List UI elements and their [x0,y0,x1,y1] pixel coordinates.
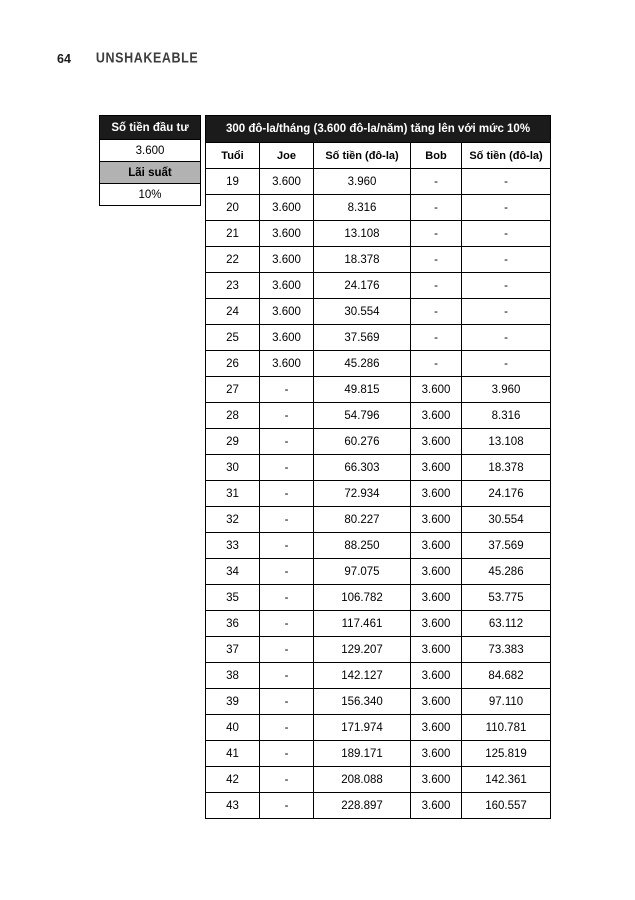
joe-balance-cell: 72.934 [314,481,411,507]
bob-contribution-cell: - [411,247,462,273]
bob-contribution-cell: 3.600 [411,377,462,403]
age-cell: 34 [206,559,260,585]
bob-balance-cell: 13.108 [462,429,551,455]
bob-balance-cell: - [462,325,551,351]
age-cell: 28 [206,403,260,429]
joe-balance-cell: 106.782 [314,585,411,611]
joe-balance-cell: 129.207 [314,637,411,663]
summary-cell: 10% [100,184,201,206]
age-cell: 21 [206,221,260,247]
age-cell: 39 [206,689,260,715]
joe-contribution-cell: - [260,455,314,481]
table-row [206,351,551,377]
bob-balance-cell: 160.557 [462,793,551,819]
column-header: Joe [260,143,314,169]
running-head [57,49,199,66]
bob-contribution-cell: 3.600 [411,507,462,533]
table-row [206,169,551,195]
joe-balance-cell: 8.316 [314,195,411,221]
joe-balance-cell: 3.960 [314,169,411,195]
investment-params-body [100,116,201,206]
age-cell: 29 [206,429,260,455]
joe-balance-cell: 37.569 [314,325,411,351]
joe-contribution-cell: - [260,793,314,819]
bob-contribution-cell: - [411,195,462,221]
bob-contribution-cell: 3.600 [411,715,462,741]
column-header: Bob [411,143,462,169]
joe-balance-cell: 88.250 [314,533,411,559]
bob-contribution-cell: 3.600 [411,689,462,715]
bob-balance-cell: 3.960 [462,377,551,403]
summary-row [100,140,201,162]
table-row [206,767,551,793]
joe-balance-cell: 117.461 [314,611,411,637]
table-row [206,273,551,299]
page-number: 64 [57,52,71,66]
bob-balance-cell: 142.361 [462,767,551,793]
joe-contribution-cell: - [260,377,314,403]
bob-balance-cell: 110.781 [462,715,551,741]
column-header: Số tiền (đô-la) [314,143,411,169]
table-row [206,507,551,533]
age-cell: 27 [206,377,260,403]
age-cell: 25 [206,325,260,351]
age-cell: 37 [206,637,260,663]
joe-contribution-cell: 3.600 [260,351,314,377]
joe-contribution-cell: 3.600 [260,221,314,247]
bob-contribution-cell: 3.600 [411,663,462,689]
bob-contribution-cell: 3.600 [411,611,462,637]
joe-contribution-cell: - [260,611,314,637]
age-cell: 40 [206,715,260,741]
bob-contribution-cell: 3.600 [411,429,462,455]
table-row [206,455,551,481]
joe-contribution-cell: - [260,767,314,793]
joe-balance-cell: 60.276 [314,429,411,455]
bob-balance-cell: - [462,299,551,325]
investment-params-table [99,115,201,206]
joe-contribution-cell: 3.600 [260,169,314,195]
bob-contribution-cell: - [411,273,462,299]
bob-balance-cell: - [462,351,551,377]
bob-contribution-cell: 3.600 [411,403,462,429]
table-row [206,611,551,637]
table-body [206,169,551,819]
joe-contribution-cell: 3.600 [260,195,314,221]
joe-contribution-cell: 3.600 [260,325,314,351]
table-row [206,741,551,767]
joe-contribution-cell: - [260,689,314,715]
table-row [206,533,551,559]
table-title-row [206,116,551,143]
bob-contribution-cell: - [411,221,462,247]
joe-balance-cell: 66.303 [314,455,411,481]
joe-balance-cell: 13.108 [314,221,411,247]
joe-contribution-cell: - [260,663,314,689]
column-header-row [206,143,551,169]
bob-balance-cell: 53.775 [462,585,551,611]
joe-contribution-cell: - [260,507,314,533]
summary-row [100,184,201,206]
age-cell: 30 [206,455,260,481]
bob-contribution-cell: - [411,351,462,377]
bob-contribution-cell: - [411,299,462,325]
bob-balance-cell: - [462,221,551,247]
bob-balance-cell: 45.286 [462,559,551,585]
table-row [206,559,551,585]
joe-contribution-cell: 3.600 [260,273,314,299]
table-title: 300 đô-la/tháng (3.600 đô-la/năm) tăng lên với mức 10% [206,116,551,143]
bob-contribution-cell: 3.600 [411,741,462,767]
age-cell: 20 [206,195,260,221]
joe-balance-cell: 171.974 [314,715,411,741]
growth-comparison-table [205,115,551,819]
age-cell: 41 [206,741,260,767]
joe-contribution-cell: 3.600 [260,299,314,325]
bob-balance-cell: 18.378 [462,455,551,481]
joe-balance-cell: 54.796 [314,403,411,429]
joe-contribution-cell: - [260,533,314,559]
bob-balance-cell: 24.176 [462,481,551,507]
summary-row [100,116,201,140]
age-cell: 42 [206,767,260,793]
bob-balance-cell: 8.316 [462,403,551,429]
summary-cell: Lãi suất [100,162,201,184]
age-cell: 32 [206,507,260,533]
table-row [206,403,551,429]
table-row [206,481,551,507]
bob-balance-cell: - [462,169,551,195]
bob-contribution-cell: - [411,169,462,195]
joe-balance-cell: 208.088 [314,767,411,793]
bob-balance-cell: - [462,195,551,221]
joe-balance-cell: 189.171 [314,741,411,767]
table-row [206,715,551,741]
bob-balance-cell: 73.383 [462,637,551,663]
column-header: Số tiền (đô-la) [462,143,551,169]
table-row [206,637,551,663]
table-row [206,585,551,611]
joe-balance-cell: 156.340 [314,689,411,715]
joe-contribution-cell: - [260,715,314,741]
table-row [206,195,551,221]
bob-balance-cell: 125.819 [462,741,551,767]
bob-contribution-cell: 3.600 [411,585,462,611]
bob-contribution-cell: 3.600 [411,559,462,585]
bob-balance-cell: - [462,247,551,273]
joe-contribution-cell: - [260,585,314,611]
joe-contribution-cell: - [260,429,314,455]
age-cell: 43 [206,793,260,819]
joe-balance-cell: 45.286 [314,351,411,377]
summary-cell: 3.600 [100,140,201,162]
table-row [206,377,551,403]
joe-balance-cell: 24.176 [314,273,411,299]
bob-balance-cell: 63.112 [462,611,551,637]
joe-contribution-cell: - [260,741,314,767]
joe-balance-cell: 228.897 [314,793,411,819]
age-cell: 23 [206,273,260,299]
bob-contribution-cell: 3.600 [411,533,462,559]
table-row [206,663,551,689]
age-cell: 26 [206,351,260,377]
age-cell: 31 [206,481,260,507]
table-row [206,325,551,351]
bob-contribution-cell: 3.600 [411,481,462,507]
age-cell: 33 [206,533,260,559]
summary-row [100,162,201,184]
bob-contribution-cell: - [411,325,462,351]
age-cell: 35 [206,585,260,611]
column-header: Tuổi [206,143,260,169]
table-row [206,221,551,247]
book-title: UNSHAKEABLE [95,49,199,66]
age-cell: 19 [206,169,260,195]
bob-contribution-cell: 3.600 [411,455,462,481]
bob-contribution-cell: 3.600 [411,793,462,819]
joe-balance-cell: 80.227 [314,507,411,533]
age-cell: 22 [206,247,260,273]
bob-balance-cell: 30.554 [462,507,551,533]
bob-balance-cell: 37.569 [462,533,551,559]
joe-balance-cell: 142.127 [314,663,411,689]
age-cell: 38 [206,663,260,689]
age-cell: 36 [206,611,260,637]
bob-contribution-cell: 3.600 [411,637,462,663]
joe-contribution-cell: 3.600 [260,247,314,273]
joe-balance-cell: 97.075 [314,559,411,585]
joe-balance-cell: 18.378 [314,247,411,273]
table-row [206,793,551,819]
age-cell: 24 [206,299,260,325]
summary-cell: Số tiền đầu tư [100,116,201,140]
joe-contribution-cell: - [260,559,314,585]
bob-balance-cell: 97.110 [462,689,551,715]
table-row [206,429,551,455]
bob-contribution-cell: 3.600 [411,767,462,793]
joe-balance-cell: 30.554 [314,299,411,325]
joe-balance-cell: 49.815 [314,377,411,403]
joe-contribution-cell: - [260,481,314,507]
table-row [206,247,551,273]
table-row [206,299,551,325]
table-row [206,689,551,715]
joe-contribution-cell: - [260,403,314,429]
bob-balance-cell: - [462,273,551,299]
bob-balance-cell: 84.682 [462,663,551,689]
joe-contribution-cell: - [260,637,314,663]
